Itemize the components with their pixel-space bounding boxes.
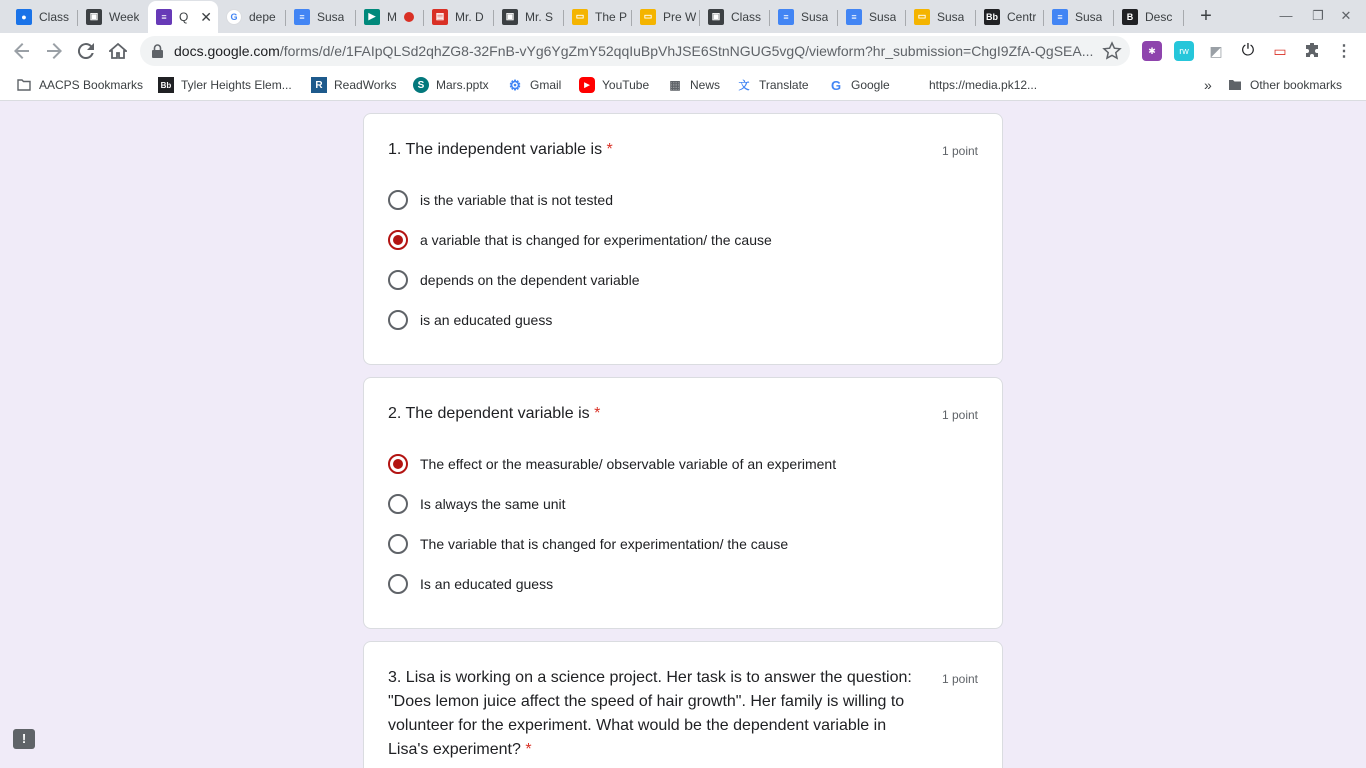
option-label: Is always the same unit [420, 496, 566, 512]
radio-button-checked[interactable] [388, 230, 408, 250]
radio-option[interactable] [388, 308, 552, 332]
question-points: 1 point [941, 408, 978, 422]
option-label: The effect or the measurable/ observable variable of an experiment [420, 456, 837, 472]
other-bookmarks-folder[interactable] [1227, 76, 1342, 94]
blackboard-icon: Bb [984, 9, 1000, 25]
radio-option-selected[interactable] [388, 452, 836, 476]
minimize-icon[interactable]: — [1279, 8, 1293, 23]
required-asterisk: * [606, 141, 613, 158]
tab-doc[interactable] [1044, 4, 1114, 29]
radio-option[interactable] [388, 572, 553, 596]
restore-icon[interactable]: ❐ [1312, 8, 1324, 23]
tab-centr[interactable] [976, 4, 1044, 29]
radio-option[interactable] [388, 188, 613, 212]
recording-icon [404, 12, 414, 22]
meet-icon: ▶ [364, 9, 380, 25]
question-title [388, 666, 928, 762]
question-title [388, 138, 613, 162]
radio-button-checked[interactable] [388, 454, 408, 474]
tab-title: The P [595, 9, 628, 24]
forward-button[interactable] [42, 39, 66, 63]
bookmark-label: Other bookmarks [1250, 78, 1343, 92]
translate-icon: 文 [738, 80, 750, 92]
bookmarks-overflow-button[interactable] [1204, 76, 1212, 94]
close-icon[interactable]: ✕ [200, 9, 212, 25]
tab-title: Q [179, 10, 189, 24]
bookmark-label: News [690, 78, 721, 92]
tab-slides-p[interactable] [564, 4, 632, 29]
radio-button[interactable] [388, 310, 408, 330]
tab-doc[interactable] [770, 4, 838, 29]
docs-icon: ≡ [846, 9, 862, 25]
radio-button[interactable] [388, 574, 408, 594]
bookmark-mars[interactable] [413, 76, 489, 94]
tab-search[interactable] [218, 4, 286, 29]
tab-title: Centr [1007, 9, 1037, 24]
tab-video[interactable] [424, 4, 494, 29]
extensions-puzzle-icon[interactable] [1302, 41, 1322, 61]
folder-icon [1227, 77, 1243, 93]
tab-slides[interactable] [906, 4, 976, 29]
question-text-line: Lisa's experiment? [388, 741, 521, 758]
docs-icon: ≡ [294, 9, 310, 25]
news-icon: ▦ [669, 78, 681, 92]
bookmark-news[interactable] [667, 76, 720, 94]
question-text: 1. The independent variable is [388, 141, 603, 158]
report-feedback-button[interactable]: ! [13, 729, 35, 749]
question-text: 2. The dependent variable is [388, 405, 590, 422]
tab-classroom[interactable] [8, 4, 78, 29]
reload-button[interactable] [74, 39, 98, 63]
tab-title: Susa [1075, 9, 1103, 24]
question-text-line: volunteer for the experiment. What would be the dependent variable in [388, 717, 887, 734]
url-path: /forms/d/e/1FAIpQLSd2qhZG8-32FnB-vYg6YgZmY52qqIuBpVhJSE6StnNGUG5vgQ/viewform?hr_submission=ChgI9ZfA-QgSEA... [279, 43, 1094, 59]
bookmark-label: Translate [759, 78, 809, 92]
tab-title: Mr. D [455, 9, 484, 24]
readwrite-extension-icon[interactable]: rw [1174, 41, 1194, 61]
url-text [174, 43, 1094, 59]
browser-toolbar [0, 33, 1366, 69]
bookmark-tyler-heights[interactable] [158, 76, 292, 94]
google-icon: G [226, 9, 242, 25]
tab-slides-pre[interactable] [632, 4, 700, 29]
chevron-double-right-icon: » [1204, 77, 1212, 93]
readworks-icon: R [311, 77, 327, 93]
close-window-icon[interactable]: ✕ [1340, 8, 1352, 23]
menu-kebab-icon[interactable]: ⋮ [1336, 43, 1352, 60]
question-points: 1 point [941, 672, 978, 686]
tab-title: Susa [317, 9, 345, 24]
slides-icon: ▭ [640, 9, 656, 25]
option-label: is an educated guess [420, 312, 553, 328]
new-tab-button[interactable]: + [1200, 5, 1212, 27]
person-icon: ▣ [708, 9, 724, 25]
question-text-line: "Does lemon juice affect the speed of hair growth". Her family is willing to [388, 693, 905, 710]
tab-quiz-active[interactable] [148, 1, 218, 33]
bookmark-star-icon[interactable] [1102, 41, 1122, 66]
folder-icon [16, 77, 32, 93]
classroom-icon: ● [16, 9, 32, 25]
radio-button[interactable] [388, 270, 408, 290]
tab-week[interactable] [78, 4, 148, 29]
tab-doc[interactable] [838, 4, 906, 29]
sharepoint-icon: S [413, 77, 429, 93]
option-label: depends on the dependent variable [420, 272, 640, 288]
cast-icon[interactable]: ▭ [1273, 42, 1287, 59]
google-icon: G [830, 77, 842, 93]
forms-icon: ≡ [156, 9, 172, 25]
tab-title: depe [249, 9, 276, 24]
option-label: a variable that is changed for experimentation/ the cause [420, 232, 772, 248]
tab-title: Pre W [663, 9, 697, 24]
required-asterisk: * [594, 405, 601, 422]
bookmark-gmail[interactable] [507, 76, 561, 94]
question-card-1 [363, 113, 1003, 365]
bookmark-google[interactable] [828, 76, 890, 94]
required-asterisk: * [525, 741, 532, 758]
bookmark-label: ReadWorks [334, 78, 397, 92]
tab-title: Mr. S [525, 9, 554, 24]
tab-title: Class [39, 9, 70, 24]
option-label: Is an educated guess [420, 576, 554, 592]
tab-title: Desc [1145, 9, 1173, 24]
docs-icon: ≡ [778, 9, 794, 25]
video-icon: ▤ [432, 9, 448, 25]
radio-button[interactable] [388, 494, 408, 514]
question-text-line: 3. Lisa is working on a science project. Her task is to answer the question: [388, 669, 912, 686]
question-title [388, 402, 600, 426]
slides-icon: ▭ [914, 9, 930, 25]
gear-icon: ⚙ [508, 76, 522, 93]
bookmark-label: Gmail [530, 78, 562, 92]
radio-option-selected[interactable] [388, 228, 772, 252]
bookmark-label: Google [851, 78, 890, 92]
tab-mr-s[interactable] [494, 4, 564, 29]
docs-icon: ≡ [1052, 9, 1068, 25]
tab-meet[interactable] [356, 4, 424, 29]
question-points: 1 point [941, 144, 978, 158]
radio-option[interactable] [388, 492, 566, 516]
bookmarks-bar [0, 69, 1366, 101]
tab-title: Susa [869, 9, 897, 24]
radio-option[interactable] [388, 268, 640, 292]
youtube-icon: ▶ [579, 77, 595, 93]
tab-title: Week [109, 9, 140, 24]
tab-title: Susa [801, 9, 829, 24]
b-icon: B [1122, 9, 1138, 25]
bookmark-label: YouTube [602, 78, 650, 92]
question-card-3 [363, 641, 1003, 768]
bb-icon: Bb [158, 77, 174, 93]
extension-puzzle-purple-icon[interactable]: ✱ [1142, 41, 1162, 61]
person-icon: ▣ [502, 9, 518, 25]
tab-doc[interactable] [286, 4, 356, 29]
bookmark-readworks[interactable] [311, 76, 396, 94]
bookmark-label: Tyler Heights Elem... [181, 78, 292, 92]
power-icon[interactable]: ⏻ [1241, 42, 1255, 59]
address-bar[interactable] [140, 36, 1130, 66]
bookmark-label: AACPS Bookmarks [39, 78, 144, 92]
bookmark-media-pk12[interactable] [929, 76, 1037, 94]
bookmark-label: Mars.pptx [436, 78, 489, 92]
extension-gray-icon[interactable]: ◩ [1209, 42, 1223, 59]
radio-button[interactable] [388, 190, 408, 210]
tab-title: Susa [937, 9, 965, 24]
lock-icon[interactable] [152, 44, 163, 63]
slides-icon: ▭ [572, 9, 588, 25]
tab-title: Class [731, 9, 762, 24]
option-label: The variable that is changed for experimentation/ the cause [420, 536, 789, 552]
radio-button[interactable] [388, 534, 408, 554]
bookmark-label: https://media.pk12... [929, 78, 1038, 92]
tab-title: M [387, 9, 397, 24]
tab-desc[interactable] [1114, 4, 1184, 29]
back-button[interactable] [10, 39, 34, 63]
bookmark-aacps[interactable] [16, 76, 143, 94]
person-icon: ▣ [86, 9, 102, 25]
option-label: is the variable that is not tested [420, 192, 613, 208]
bookmark-youtube[interactable] [579, 76, 649, 94]
url-host: docs.google.com [174, 43, 280, 59]
question-card-2 [363, 377, 1003, 629]
radio-option[interactable] [388, 532, 788, 556]
tab-strip [0, 0, 1366, 33]
home-button[interactable] [106, 39, 130, 63]
bookmark-translate[interactable] [736, 76, 809, 94]
tab-class[interactable] [700, 4, 770, 29]
